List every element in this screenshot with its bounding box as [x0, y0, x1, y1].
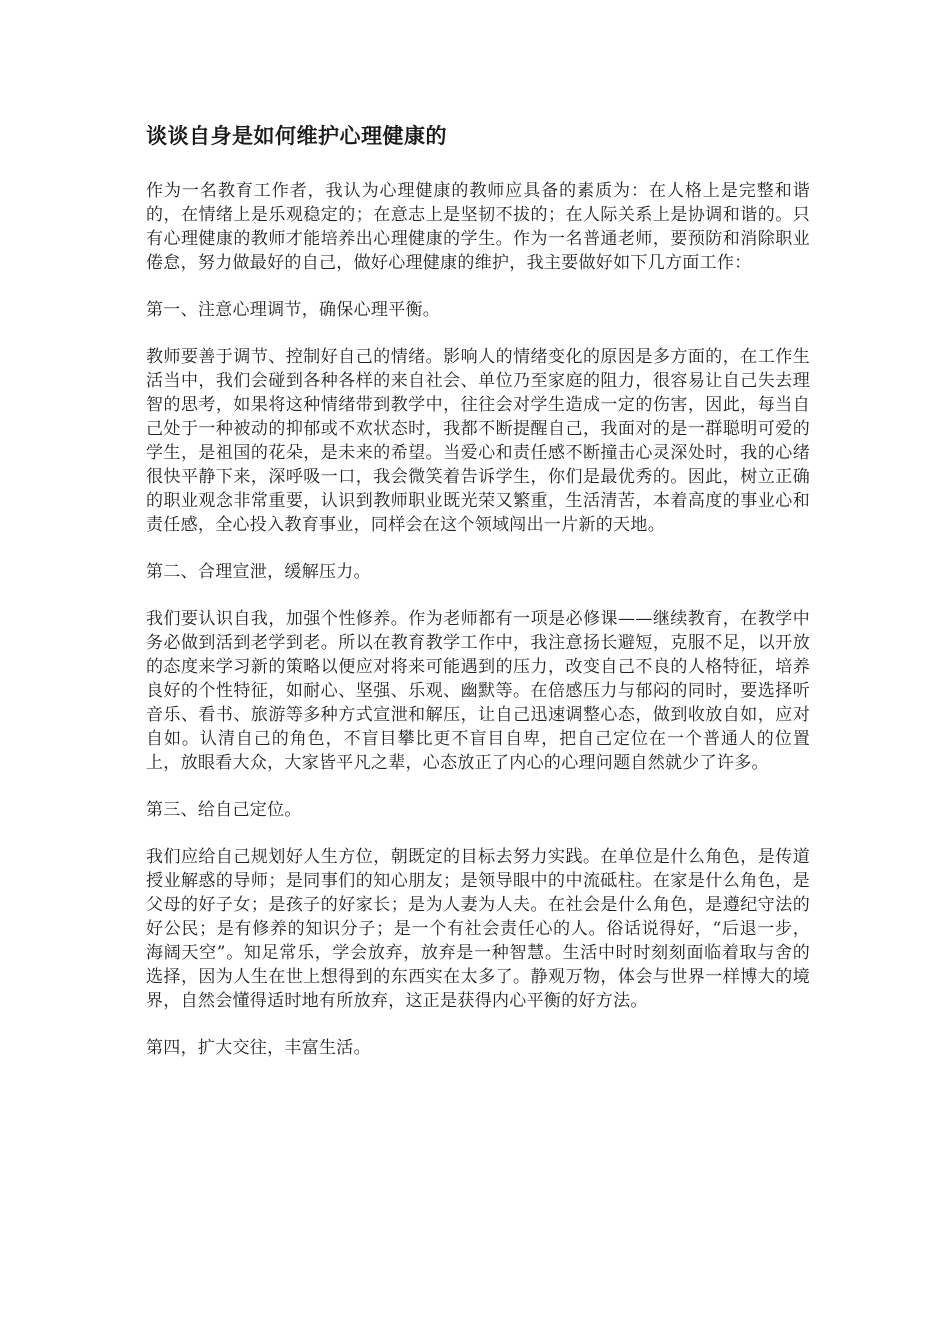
- document-title: 谈谈自身是如何维护心理健康的: [146, 124, 447, 148]
- section-heading-4: 第四，扩大交往，丰富生活。: [146, 1038, 371, 1058]
- section-paragraph-1: 教师要善于调节、控制好自己的情绪。影响人的情绪变化的原因是多方面的，在工作生活当中，我们会碰到各种各样的来自社会、单位乃至家庭的阻力，很容易让自己失去理智的思考，如果将这种情绪带到教学中，往往会对学生造成一定的伤害，因此，每当自己处于一种被动的抑郁或不欢状态时，我都不断提醒自己，我面对的是一群聪明可爱的学生，是祖国的花朵，是未来的希望。当爱心和责任感不断撞击心灵深处时，我的心绪很快平静下来，深呼吸一口，我会微笑着告诉学生，你们是最优秀的。因此，树立正确的职业观念非常重要，认识到教师职业既光荣又繁重，生活清苦，本着高度的事业心和责任感，全心投入教育事业，同样会在这个领域闯出一片新的天地。: [146, 347, 810, 535]
- section-heading-3: 第三、给自己定位。: [146, 800, 302, 820]
- section-paragraph-2: 我们要认识自我，加强个性修养。作为老师都有一项是必修课——继续教育，在教学中务必做到活到老学到老。所以在教育教学工作中，我注意扬长避短，克服不足，以开放的态度来学习新的策略以便应对将来可能遇到的压力，改变自己不良的人格特征，培养良好的个性特征，如耐心、坚强、乐观、幽默等。在倍感压力与郁闷的同时，要选择听音乐、看书、旅游等多种方式宣泄和解压，让自己迅速调整心态，做到收放自如，应对自如。认清自己的角色，不盲目攀比更不盲目自卑，把自己定位在一个普通人的位置上，放眼看大众，大家皆平凡之辈，心态放正了内心的心理问题自然就少了许多。: [146, 609, 810, 773]
- section-paragraph-3: 我们应给自己规划好人生方位，朝既定的目标去努力实践。在单位是什么角色，是传道授业解惑的导师；是同事们的知心朋友；是领导眼中的中流砥柱。在家是什么角色，是父母的好子女；是孩子的好家长；是为人妻为人夫。在社会是什么角色，是遵纪守法的好公民；是有修养的知识分子；是一个有社会责任心的人。俗话说得好，“后退一步，海阔天空”。知足常乐，学会放弃，放弃是一种智慧。生活中时时刻刻面临着取与舍的选择，因为人生在世上想得到的东西实在太多了。静观万物，体会与世界一样博大的境界，自然会懂得适时地有所放弃，这正是获得内心平衡的好方法。: [146, 847, 810, 1011]
- section-heading-1: 第一、注意心理调节，确保心理平衡。: [146, 300, 441, 320]
- intro-paragraph: 作为一名教育工作者，我认为心理健康的教师应具备的素质为：在人格上是完整和谐的，在情绪上是乐观稳定的；在意志上是坚韧不拔的；在人际关系上是协调和谐的。只有心理健康的教师才能培养出心理健康的学生。作为一名普通老师，要预防和消除职业倦怠，努力做最好的自己，做好心理健康的维护，我主要做好如下几方面工作：: [146, 181, 810, 273]
- section-heading-2: 第二、合理宣泄，缓解压力。: [146, 562, 371, 582]
- document-body: [146, 118, 810, 1083]
